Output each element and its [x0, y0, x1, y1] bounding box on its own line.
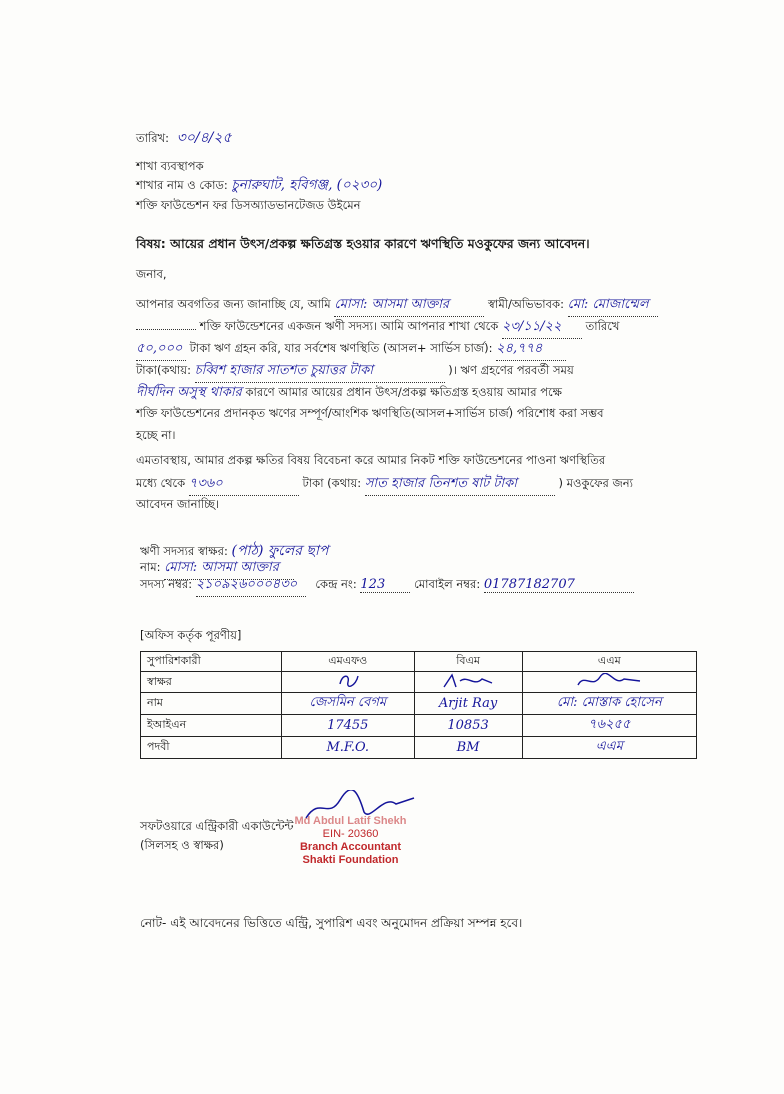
stamp-ein: EIN- 20360 — [322, 828, 379, 840]
waive-amount-handwritten: ৭৩৬০ — [189, 474, 299, 496]
p1-text-b: স্বামী/অভিভাবক: — [488, 297, 564, 311]
salutation: জনাব, — [136, 267, 167, 281]
table-cell: M.F.O. — [282, 737, 415, 759]
center-value: 123 — [360, 577, 410, 593]
signature-mark — [336, 672, 360, 688]
guardian-handwritten: মো: মোজাম্মেল — [568, 295, 658, 317]
member-name-value: মোসা: আসমা আক্তার — [164, 558, 294, 580]
balance-handwritten: ২৪,৭৭৪ — [496, 339, 566, 361]
table-cell: BM — [414, 737, 522, 759]
date-value: ৩০/৪/২৫ — [176, 130, 232, 146]
p1-line2 — [136, 317, 619, 339]
p1-line6: শক্তি ফাউন্ডেশনের প্রদানকৃত ঋণের সম্পূর্ণ/আংশিক ঋণস্থিতি(আসল+সার্ভিস চার্জ) পরিশোধ করা সম্ভব — [136, 406, 604, 420]
p1-line4 — [136, 361, 574, 383]
signature-cell — [282, 672, 415, 693]
table-row — [141, 737, 697, 759]
table-cell: 10853 — [414, 715, 522, 737]
accountant-seal-label: (সিলসহ ও স্বাক্ষর) — [140, 838, 224, 852]
p1-line7: হচ্ছে না। — [136, 428, 176, 442]
p1-text-c: শক্তি ফাউন্ডেশনের একজন ঋণী সদস্য। আমি আপনার শাখা থেকে — [199, 319, 499, 333]
branch-line — [136, 174, 382, 197]
row-label: পদবী — [141, 737, 282, 759]
waive-words-handwritten: সাত হাজার তিনশত ষাট টাকা — [365, 474, 555, 496]
addressee-title: শাখা ব্যবস্থাপক — [136, 159, 204, 173]
row-label: ইআইএন — [141, 715, 282, 737]
table-row — [141, 715, 697, 737]
p1-line3 — [136, 339, 566, 361]
office-table — [140, 651, 697, 759]
mobile-value: 01787182707 — [484, 577, 634, 593]
blank-dots — [136, 329, 196, 330]
table-cell: 17455 — [282, 715, 415, 737]
member-id-value: ২১০৯২৬০০০৪৩০ — [196, 575, 306, 597]
role-am: এএম — [522, 652, 696, 672]
p1-text-e: টাকা ঋণ গ্রহন করি, যার সর্বশেষ ঋণস্থিতি (আসল+ সার্ভিস চার্জ): — [189, 341, 493, 355]
balance-words-handwritten: চব্বিশ হাজার সাতশত চুয়াত্তর টাকা — [195, 361, 445, 383]
mobile-label: মোবাইল নম্বর: — [414, 577, 481, 591]
organization-name: শক্তি ফাউন্ডেশন ফর ডিসঅ্যাডভানটেজড উইমেন — [136, 198, 361, 212]
member-id-label: সদস্য নম্বর: — [140, 577, 193, 591]
table-row — [141, 652, 697, 672]
p2-text-c: টাকা (কথায়: — [302, 476, 362, 490]
p1-line5 — [136, 383, 562, 404]
stamp-org: Shakti Foundation — [302, 854, 399, 866]
header-label: সুপারিশকারী — [141, 652, 282, 672]
p1-text-h: কারণে আমার আয়ের প্রধান উৎস/প্রকল্প ক্ষতিগ্রস্ত হওয়ায় আমার পক্ষে — [245, 385, 562, 399]
accountant-label: সফটওয়ারে এন্ট্রিকারী একাউন্টেন্ট — [140, 819, 294, 833]
loan-date-handwritten: ২৩/১১/২২ — [502, 317, 582, 339]
subject-line: বিষয়: আয়ের প্রধান উৎস/প্রকল্প ক্ষতিগ্রস্ত হওয়ার কারণে ঋণস্থিতি মওকুফের জন্য আবেদন। — [136, 236, 590, 251]
member-name-label: নাম: — [140, 560, 161, 574]
table-row — [141, 693, 697, 715]
signature-cell — [522, 672, 696, 693]
signature-cell — [414, 672, 522, 693]
row-label: স্বাক্ষর — [141, 672, 282, 693]
p2-line2 — [136, 474, 633, 496]
table-cell: মো: মোস্তাক হোসেন — [522, 693, 696, 715]
loan-amount-handwritten: ৫০,০০০ — [136, 339, 186, 361]
table-cell: জেসমিন বেগম — [282, 693, 415, 715]
office-caption: [অফিস কর্তৃক পূরণীয়] — [140, 628, 242, 642]
table-cell: ৭৬২৫৫ — [522, 715, 696, 737]
member-signature-handwritten: (পাঠ) ফুলের ছাপ — [231, 543, 329, 559]
table-row — [141, 672, 697, 693]
role-bm: বিএম — [414, 652, 522, 672]
date-label: তারিখ: — [136, 131, 170, 145]
p1-line1 — [136, 295, 658, 317]
table-cell: Arjit Ray — [414, 693, 522, 715]
signature-mark — [438, 673, 498, 689]
member-name-handwritten: মোসা: আসমা আক্তার — [334, 295, 484, 317]
member-sig-label: ঋণী সদস্যর স্বাক্ষর: — [140, 544, 228, 558]
p1-text-f: টাকা(কথায়: — [136, 363, 191, 377]
p2-text-d: ) মওকুফের জন্য — [558, 476, 634, 490]
p2-line1: এমতাবস্থায়, আমার প্রকল্প ক্ষতির বিষয় বিবেচনা করে আমার নিকট শক্তি ফাউন্ডেশনের পাওনা ঋণস্থিতির — [136, 453, 606, 467]
p1-text-d: তারিখে — [585, 319, 620, 333]
accountant-stamp — [283, 815, 418, 867]
stamp-title: Branch Accountant — [299, 841, 402, 853]
member-id-line — [140, 575, 634, 597]
row-label: নাম — [141, 693, 282, 715]
p2-text-b: মধ্যে থেকে — [136, 476, 186, 490]
branch-label: শাখার নাম ও কোড: — [136, 178, 228, 192]
reason-handwritten: দীর্ঘদিন অসুস্থ থাকার — [136, 385, 242, 400]
branch-value: চুনারুঘাট, হবিগঞ্জ, (০২৩০) — [231, 177, 383, 193]
role-mfo: এমএফও — [282, 652, 415, 672]
signature-mark — [574, 673, 644, 689]
center-label: কেন্দ্র নং: — [315, 577, 357, 591]
table-cell: এএম — [522, 737, 696, 759]
p2-line3: আবেদন জানাচ্ছি। — [136, 497, 220, 511]
p1-text-g: )। ঋণ গ্রহণের পরবর্তী সময় — [448, 363, 574, 377]
date-line — [136, 126, 232, 150]
stamp-name: Md Abdul Latif Shekh — [294, 815, 407, 827]
p1-text-a: আপনার অবগতির জন্য জানাচ্ছি যে, আমি — [136, 297, 331, 311]
footer-note: নোট- এই আবেদনের ভিত্তিতে এন্ট্রি, সুপারিশ এবং অনুমোদন প্রক্রিয়া সম্পন্ন হবে। — [140, 916, 523, 930]
